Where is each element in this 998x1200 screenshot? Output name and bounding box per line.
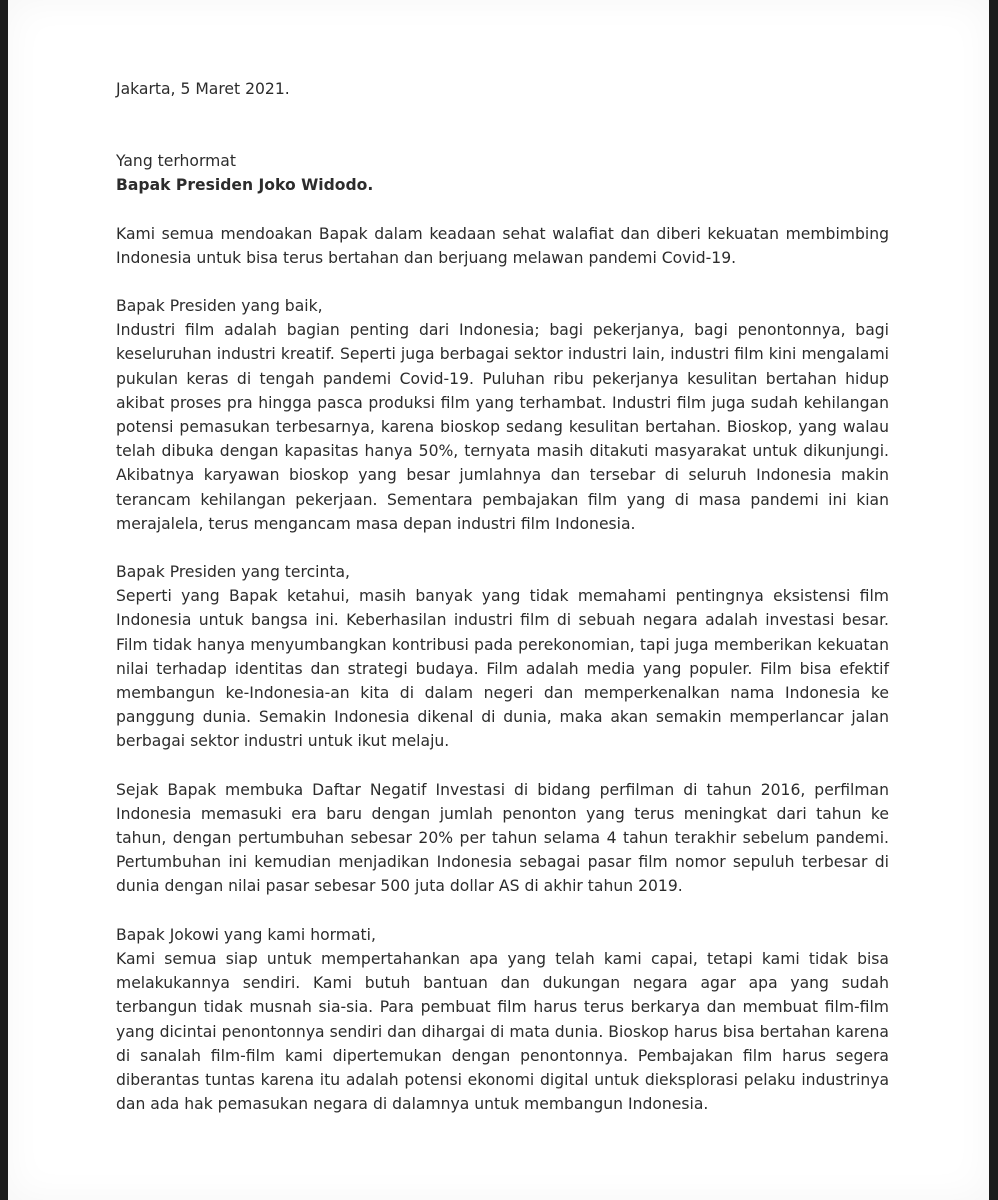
- salutation-block: [116, 149, 889, 197]
- section-2-body: Seperti yang Bapak ketahui, masih banyak yang tidak memahami pentingnya eksistensi film Indonesia untuk bangsa ini. Keberhasilan industri film di sebuah negara adalah investasi besar. Film tidak hanya menyumbangkan kontribusi pada perekonomian, tapi juga memberikan kekuatan nilai terhadap identitas dan strategi budaya. Film adalah media yang populer. Film bisa efektif membangun ke-Indonesia-an kita di dalam negeri dan memperkenalkan nama Indonesia ke panggung dunia. Semakin Indonesia dikenal di dunia, maka akan semakin memperlancar jalan berbagai sektor industri untuk ikut melaju.: [116, 587, 889, 751]
- section-1-body: Industri film adalah bagian penting dari Indonesia; bagi pekerjanya, bagi penontonnya, bagi keseluruhan industri kreatif. Seperti juga berbagai sektor industri lain, industri film kini mengalami pukulan keras di tengah pandemi Covid-19. Puluhan ribu pekerjanya kesulitan bertahan hidup akibat proses pra hingga pasca produksi film yang terhambat. Industri film juga sudah kehilangan potensi pemasukan terbesarnya, karena bioskop sedang kesulitan bertahan. Bioskop, yang walau telah dibuka dengan kapasitas hanya 50%, ternyata masih ditakuti masyarakat untuk dikunjungi. Akibatnya karyawan bioskop yang besar jumlahnya dan tersebar di seluruh Indonesia makin terancam kehilangan pekerjaan. Sementara pembajakan film yang di masa pandemi ini kian merajalela, terus mengancam masa depan industri film Indonesia.: [116, 321, 889, 533]
- section-1: [116, 294, 889, 536]
- section-3-body: Sejak Bapak membuka Daftar Negatif Investasi di bidang perfilman di tahun 2016, perfilman Indonesia memasuki era baru dengan jumlah penonton yang terus meningkat dari tahun ke tahun, dengan pertumbuhan sebesar 20% per tahun selama 4 tahun terakhir sebelum pandemi. Pertumbuhan ini kemudian menjadikan Indonesia sebagai pasar film nomor sepuluh terbesar di dunia dengan nilai pasar sebesar 500 juta dollar AS di akhir tahun 2019.: [116, 780, 889, 896]
- section-4: [116, 923, 889, 1117]
- salutation: Yang terhormat: [116, 152, 236, 171]
- section-2-greeting: Bapak Presiden yang tercinta,: [116, 563, 350, 582]
- section-3: [116, 778, 889, 899]
- letter-page: [8, 0, 989, 1200]
- section-2: [116, 560, 889, 754]
- addressee: Bapak Presiden Joko Widodo.: [116, 176, 374, 195]
- opening-paragraph: Kami semua mendoakan Bapak dalam keadaan sehat walafiat dan diberi kekuatan membimbing Indonesia untuk bisa terus bertahan dan berjuang melawan pandemi Covid-19.: [116, 224, 889, 267]
- letter-date: Jakarta, 5 Maret 2021.: [116, 80, 290, 98]
- section-4-body: Kami semua siap untuk mempertahankan apa yang telah kami capai, tetapi kami tidak bisa melakukannya sendiri. Kami butuh bantuan dan dukungan negara agar apa yang sudah terbangun tidak musnah sia-sia. Para pembuat film harus terus berkarya dan membuat film-film yang dicintai penontonnya sendiri dan dihargai di mata dunia. Bioskop harus bisa bertahan karena di sanalah film-film kami dipertemukan dengan penontonnya. Pembajakan film harus segera diberantas tuntas karena itu adalah potensi ekonomi digital untuk dieksplorasi pelaku industrinya dan ada hak pemasukan negara di dalamnya untuk membangun Indonesia.: [116, 949, 889, 1114]
- section-4-greeting: Bapak Jokowi yang kami hormati,: [116, 925, 376, 944]
- letter-content: [116, 77, 889, 1116]
- section-1-greeting: Bapak Presiden yang baik,: [116, 297, 323, 316]
